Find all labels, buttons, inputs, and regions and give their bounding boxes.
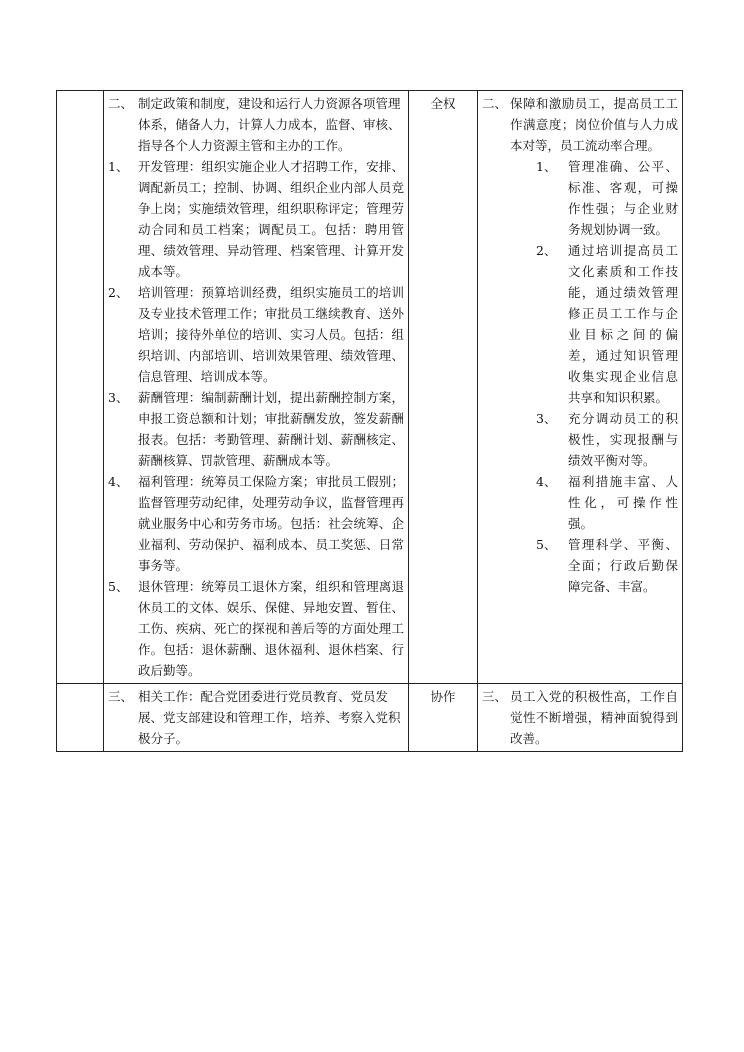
item-text: 通过培训提高员工文化素质和工作技能，通过绩效管理修正员工工作与企业目标之间的偏差，通过知识管理收集实现企业信息共享和知识积累。 [568,243,678,405]
list-item [482,534,678,597]
blank-label-cell [57,91,104,684]
duty-heading-text: 制定政策和制度，建设和运行人力资源各项管理体系，储备人力，计算人力成本，监督、审核、指导各个人力资源主管和主办的工作。 [138,96,401,153]
item-number: 1、 [536,159,557,174]
item-text: 管理科学、平衡、全面；行政后勤保障完备、丰富。 [568,537,678,594]
table-row [57,91,683,684]
item-text: 充分调动员工的积极性，实现报酬与绩效平衡对等。 [568,411,678,468]
item-text: 开发管理：组织实施企业人才招聘工作，安排、调配新员工；控制、协调、组织企业内部人员竞争上岗；实施绩效管理，组织职称评定；管理劳动合同和员工档案；调配员工。包括：聘用管理、绩效管理、异动管理、档案管理、计算开发成本等。 [138,159,404,279]
item-number: 4、 [108,474,129,489]
goal-heading-number: 三、 [482,689,508,704]
item-text: 管理准确、公平、标准、客观，可操作性强；与企业财务规划协调一致。 [568,159,678,237]
item-number: 2、 [536,243,557,258]
table-row [57,684,683,752]
duty-heading-number: 三、 [108,689,134,704]
duty-heading [108,93,404,156]
goal-cell [478,91,683,684]
list-item [482,471,678,534]
item-number: 5、 [108,579,129,594]
list-item [108,471,404,576]
responsibility-table [56,90,683,752]
list-item [108,387,404,471]
duty-heading-text: 相关工作：配合党团委进行党员教育、党员发展、党支部建设和管理工作，培养、考察入党积极分子。 [138,689,401,746]
goal-cell [478,684,683,752]
item-number: 1、 [108,159,129,174]
list-item [108,282,404,387]
goal-heading [482,93,678,156]
item-text: 退休管理：统筹员工退休方案，组织和管理离退休员工的文体、娱乐、保健、异地安置、暂住、工伤、疾病、死亡的探视和善后等的方面处理工作。包括：退休薪酬、退休福利、退休档案、行政后勤等。 [138,579,404,678]
authority-cell: 全权 [409,91,478,684]
item-number: 3、 [536,411,557,426]
list-item [108,156,404,282]
item-number: 4、 [536,474,557,489]
list-item [482,156,678,240]
goal-heading [482,686,678,749]
item-number: 5、 [536,537,557,552]
goal-heading-text: 保障和激励员工，提高员工工作满意度；岗位价值与人力成本对等，员工流动率合理。 [510,96,678,153]
item-text: 培训管理：预算培训经费，组织实施员工的培训及专业技术管理工作；审批员工继续教育、送外培训；接待外单位的培训、实习人员。包括：组织培训、内部培训、培训效果管理、绩效管理、信息管理、培训成本等。 [138,285,404,384]
item-number: 3、 [108,390,129,405]
list-item [482,240,678,408]
list-item [108,576,404,681]
authority-cell: 协作 [409,684,478,752]
item-text: 薪酬管理：编制薪酬计划，提出薪酬控制方案，申报工资总额和计划；审批薪酬发放，签发薪酬报表。包括：考勤管理、薪酬计划、薪酬核定、薪酬核算、罚款管理、薪酬成本等。 [138,390,404,468]
item-text: 福利措施丰富、人性化，可操作性强。 [568,474,678,531]
duty-cell [104,91,409,684]
goal-heading-number: 二、 [482,96,508,111]
duty-heading [108,686,404,749]
duty-cell [104,684,409,752]
duty-heading-number: 二、 [108,96,134,111]
item-text: 福利管理：统筹员工保险方案；审批员工假别；监督管理劳动纪律，处理劳动争议，监督管理再就业服务中心和劳务市场。包括：社会统筹、企业福利、劳动保护、福利成本、员工奖惩、日常事务等。 [138,474,404,573]
goal-heading-text: 员工入党的积极性高，工作自觉性不断增强，精神面貌得到改善。 [510,689,678,746]
item-number: 2、 [108,285,129,300]
blank-label-cell [57,684,104,752]
list-item [482,408,678,471]
